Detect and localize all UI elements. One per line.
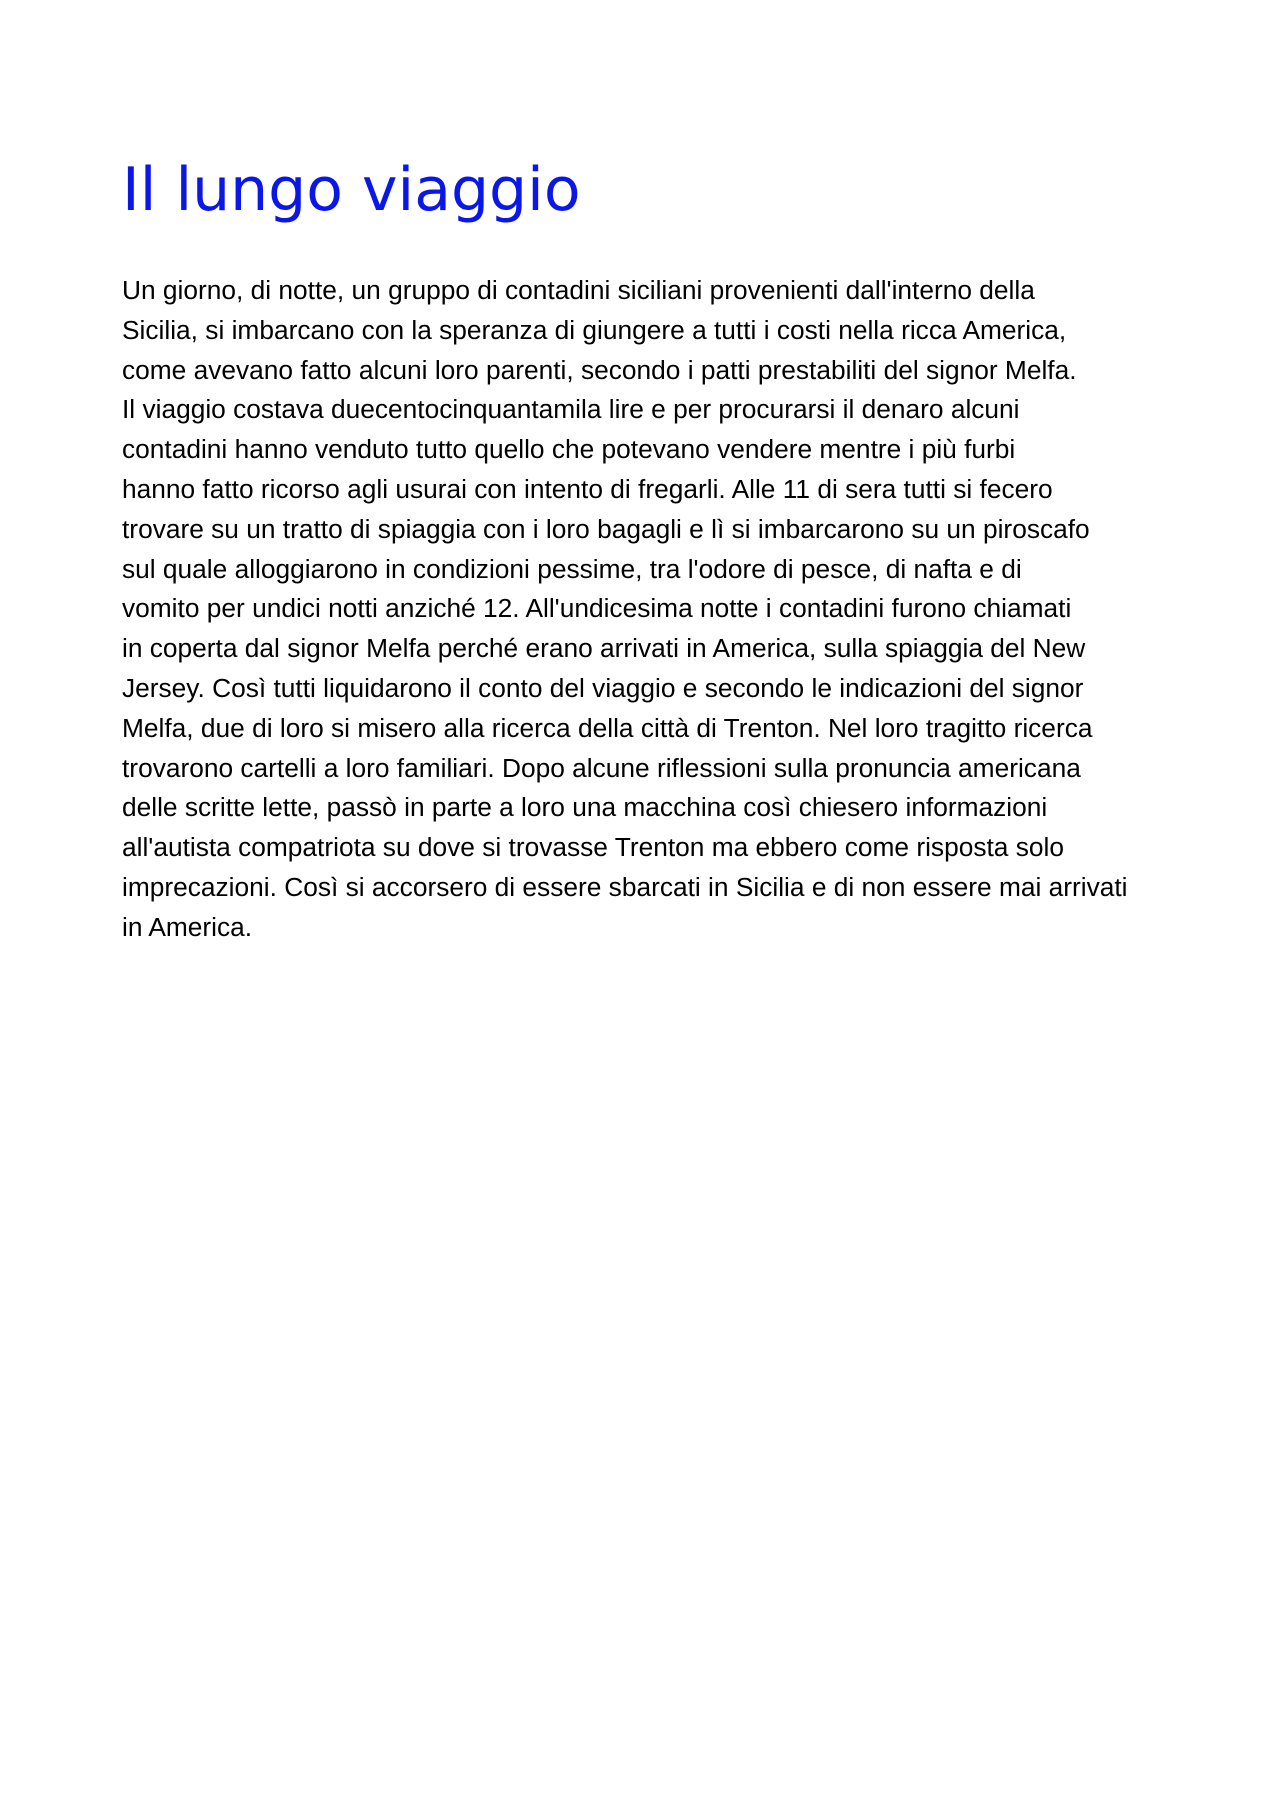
- body-line: Sicilia, si imbarcano con la speranza di giungere a tutti i costi nella ricca America,: [122, 314, 1067, 345]
- body-line: Il viaggio costava duecentocinquantamila lire e per procurarsi il denaro alcuni: [122, 394, 1020, 425]
- body-line: Melfa, due di loro si misero alla ricerca della città di Trenton. Nel loro tragitto ricerca: [122, 712, 1093, 743]
- body-line: contadini hanno venduto tutto quello che potevano vendere mentre i più furbi: [122, 434, 1016, 465]
- body-line: in America.: [122, 911, 253, 942]
- document-body: [122, 271, 1182, 948]
- body-line: delle scritte lette, passò in parte a loro una macchina così chiesero informazioni: [122, 792, 1048, 823]
- document-title: Il lungo viaggio: [122, 155, 581, 225]
- body-line: trovarono cartelli a loro familiari. Dopo alcune riflessioni sulla pronuncia americana: [122, 752, 1081, 783]
- body-line: in coperta dal signor Melfa perché erano arrivati in America, sulla spiaggia del New: [122, 633, 1086, 664]
- body-line: imprecazioni. Così si accorsero di essere sbarcati in Sicilia e di non essere mai arrivati: [122, 871, 1128, 902]
- body-line: sul quale alloggiarono in condizioni pessime, tra l'odore di pesce, di nafta e di: [122, 553, 1022, 584]
- body-line: hanno fatto ricorso agli usurai con intento di fregarli. Alle 11 di sera tutti si fecero: [122, 473, 1053, 504]
- body-line: Jersey. Così tutti liquidarono il conto del viaggio e secondo le indicazioni del signor: [122, 672, 1084, 703]
- body-line: vomito per undici notti anziché 12. All'undicesima notte i contadini furono chiamati: [122, 593, 1072, 624]
- body-line: Un giorno, di notte, un gruppo di contadini siciliani provenienti dall'interno della: [122, 275, 1035, 305]
- body-line: trovare su un tratto di spiaggia con i loro bagagli e lì si imbarcarono su un piroscafo: [122, 513, 1090, 544]
- body-line: come avevano fatto alcuni loro parenti, secondo i patti prestabiliti del signor Melfa.: [122, 354, 1077, 385]
- body-line: all'autista compatriota su dove si trovasse Trenton ma ebbero come risposta solo: [122, 832, 1064, 863]
